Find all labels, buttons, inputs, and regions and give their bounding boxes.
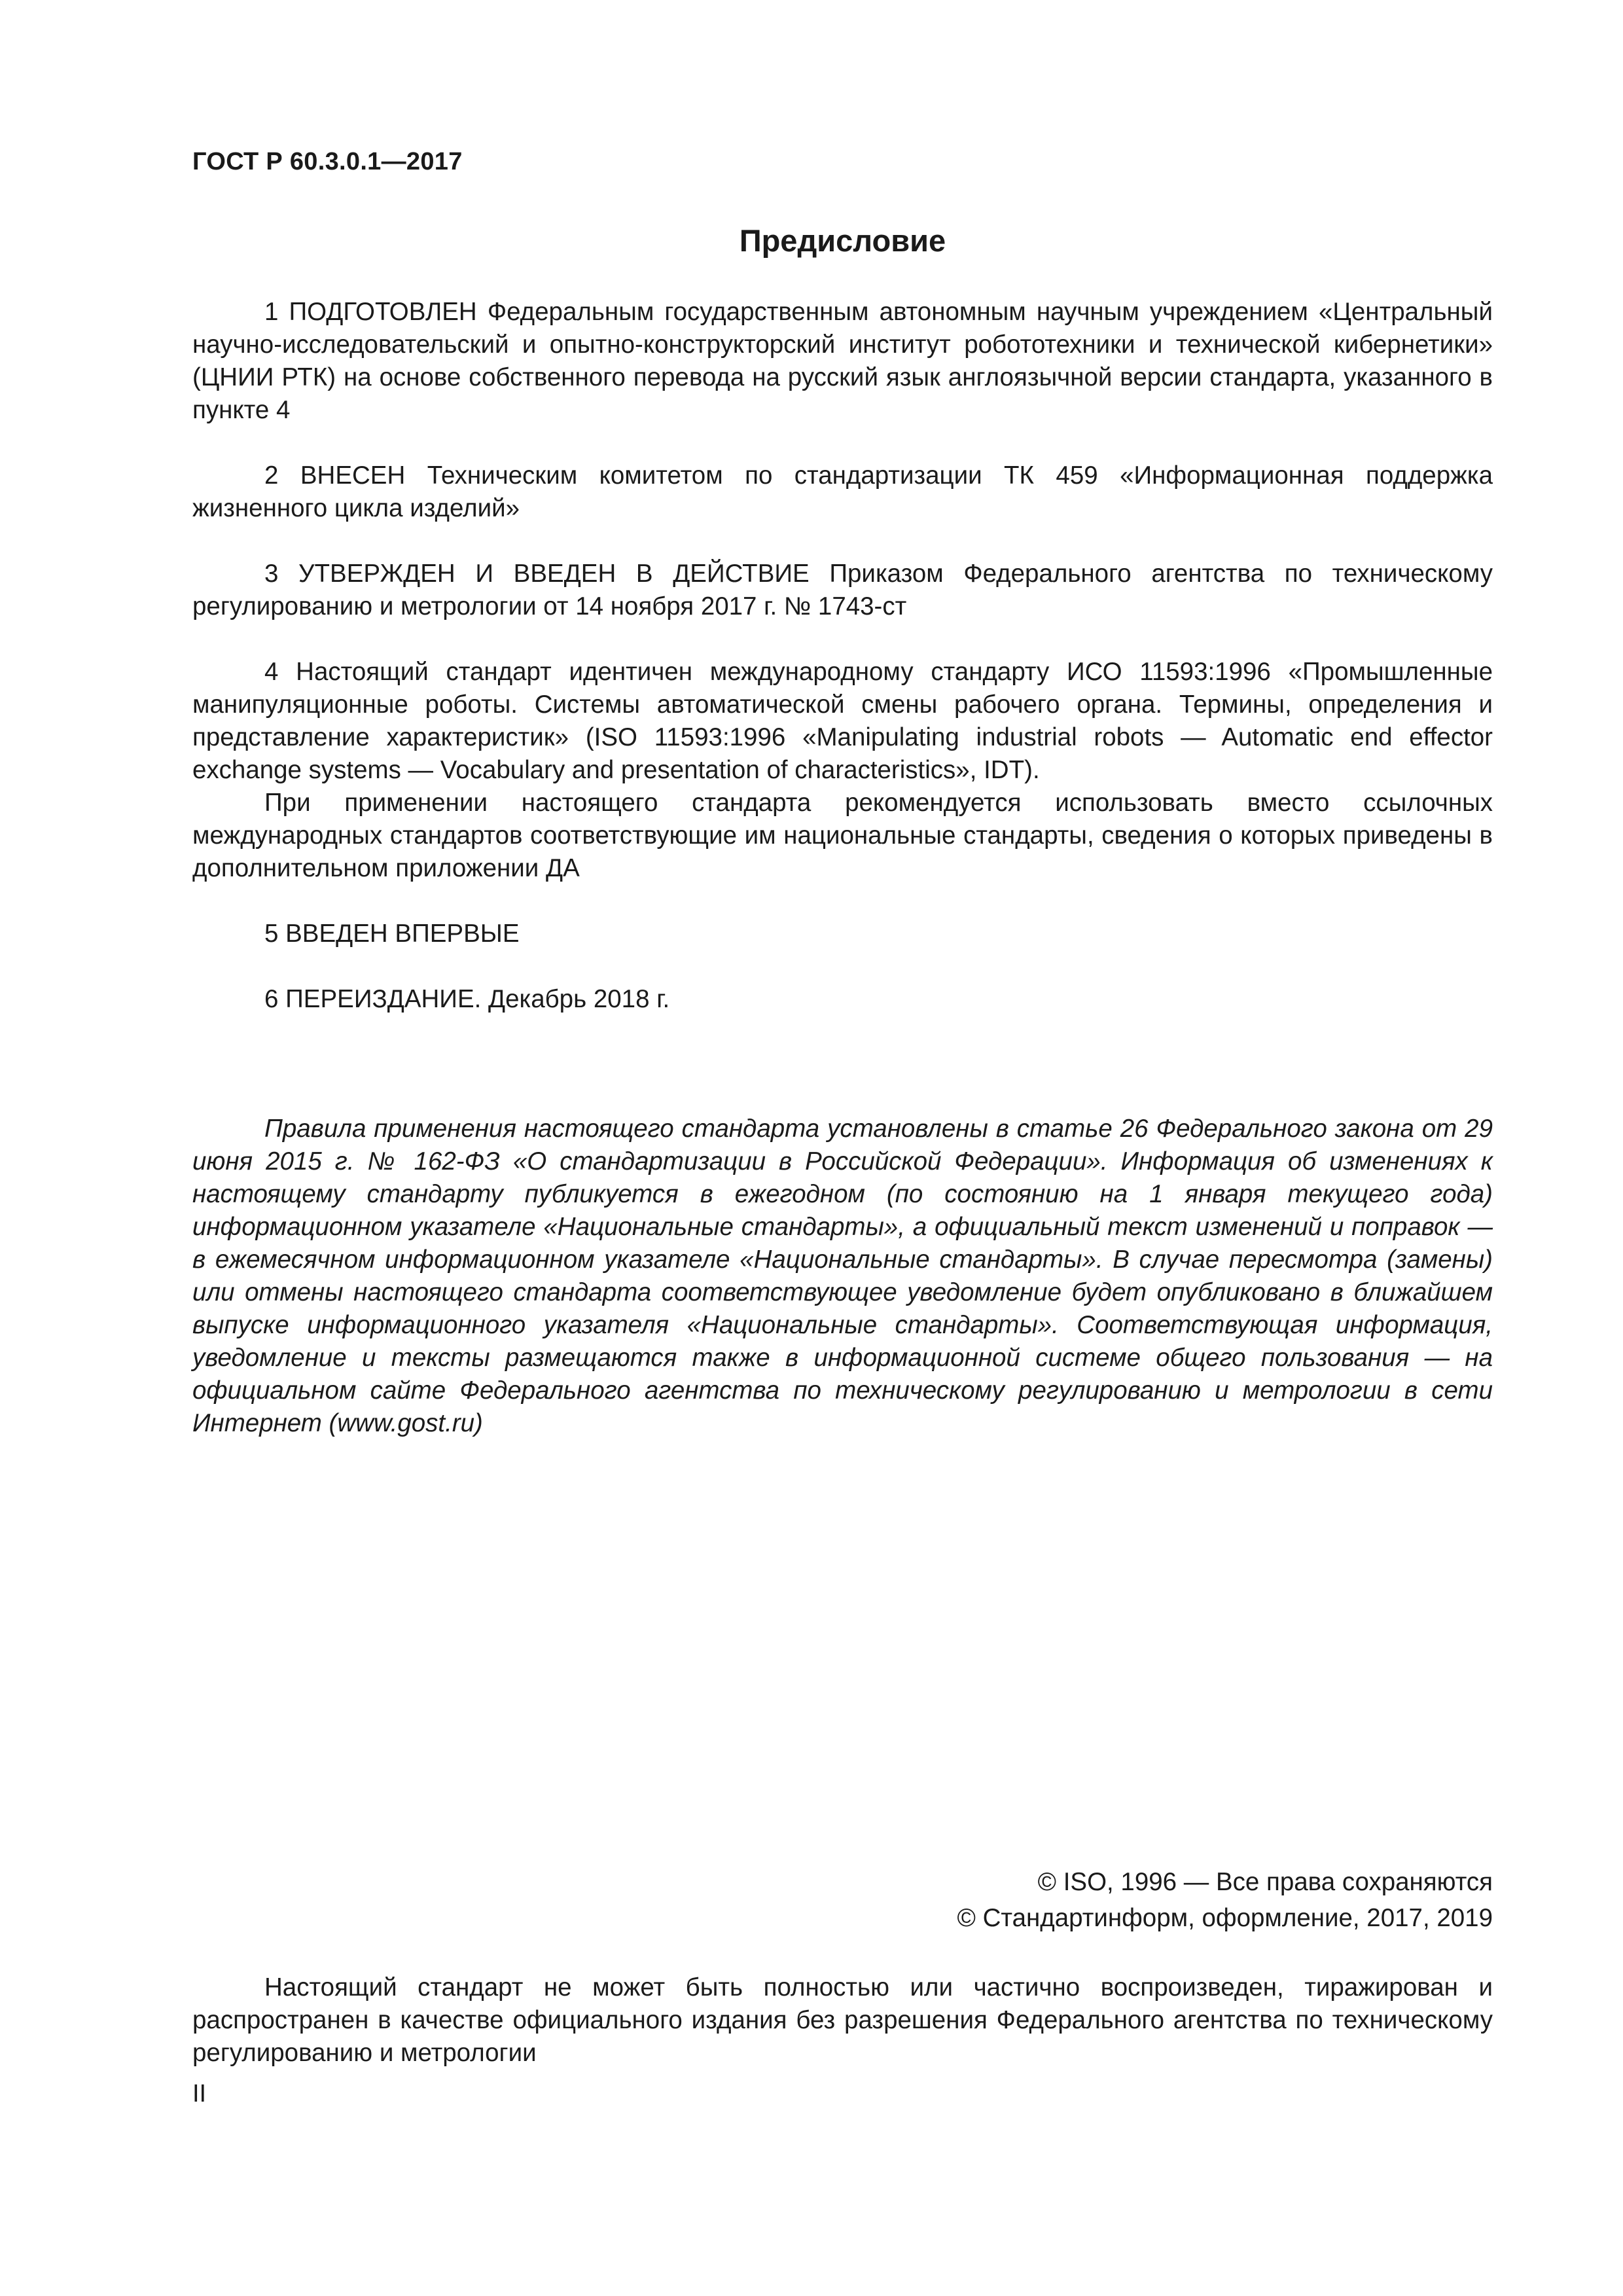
foreword-item-6: 6 ПЕРЕИЗДАНИЕ. Декабрь 2018 г. — [264, 985, 670, 1013]
foreword-item-4: 4 Настоящий стандарт идентичен международному стандарту ИСО 11593:1996 «Промышленные манипуляционные роботы. Системы автоматической смены рабочего органа. Термины, определения и представление характеристик» (ISO 11593:1996 «Manipulating industrial robots — Automatic end effector exchange systems — Vocabulary and presentation of characteristics», IDT). — [192, 658, 1493, 784]
copyright-iso: © ISO, 1996 — Все права сохраняются — [1037, 1868, 1493, 1896]
foreword-item-2: 2 ВНЕСЕН Техническим комитетом по стандартизации ТК 459 «Информационная поддержка жизненного цикла изделий» — [192, 461, 1493, 522]
rules-notice: Правила применения настоящего стандарта установлены в статье 26 Федерального закона от 29 июня 2015 г. № 162-ФЗ «О стандартизации в Российской Федерации». Информация об изменениях к настоящему стандарту публикуется в ежегодном (по состоянию на 1 января текущего года) информационном указателе «Национальные стандарты», а официальный текст изменений и поправок — в ежемесячном информационном указателе «Национальные стандарты». В случае пересмотра (замены) или отмены настоящего стандарта соответствующее уведомление будет опубликовано в ближайшем выпуске информационного указателя «Национальные стандарты». Соответствующая информация, уведомление и тексты размещаются также в информационной системе общего пользования — на официальном сайте Федерального агентства по техническому регулированию и метрологии в сети Интернет (www.gost.ru) — [192, 1115, 1493, 1437]
page-number: II — [192, 2080, 207, 2108]
reproduction-notice: Настоящий стандарт не может быть полностью или частично воспроизведен, тиражирован и распространен в качестве официального издания без разрешения Федерального агентства по техническому регулированию и метрологии — [192, 1973, 1493, 2067]
foreword-item-4-note: При применении настоящего стандарта рекомендуется использовать вместо ссылочных международных стандартов соответствующие им национальные стандарты, сведения о которых приведены в дополнительном приложении ДА — [192, 789, 1493, 882]
page-title: Предисловие — [739, 223, 946, 258]
foreword-item-1: 1 ПОДГОТОВЛЕН Федеральным государственным автономным научным учреждением «Центральный научно-исследовательский и опытно-конструкторский институт робототехники и технической кибернетики» (ЦНИИ РТК) на основе собственного перевода на русский язык англоязычной версии стандарта, указанного в пункте 4 — [192, 298, 1493, 424]
foreword-body — [192, 296, 1493, 1016]
foreword-item-3: 3 УТВЕРЖДЕН И ВВЕДЕН В ДЕЙСТВИЕ Приказом Федерального агентства по техническому регулированию и метрологии от 14 ноября 2017 г. № 1743-ст — [192, 560, 1493, 620]
document-code: ГОСТ Р 60.3.0.1—2017 — [192, 148, 463, 175]
copyright-standartinform: © Стандартинформ, оформление, 2017, 2019 — [957, 1904, 1493, 1932]
foreword-item-5: 5 ВВЕДЕН ВПЕРВЫЕ — [264, 920, 520, 948]
copyright-block — [957, 1864, 1493, 1936]
